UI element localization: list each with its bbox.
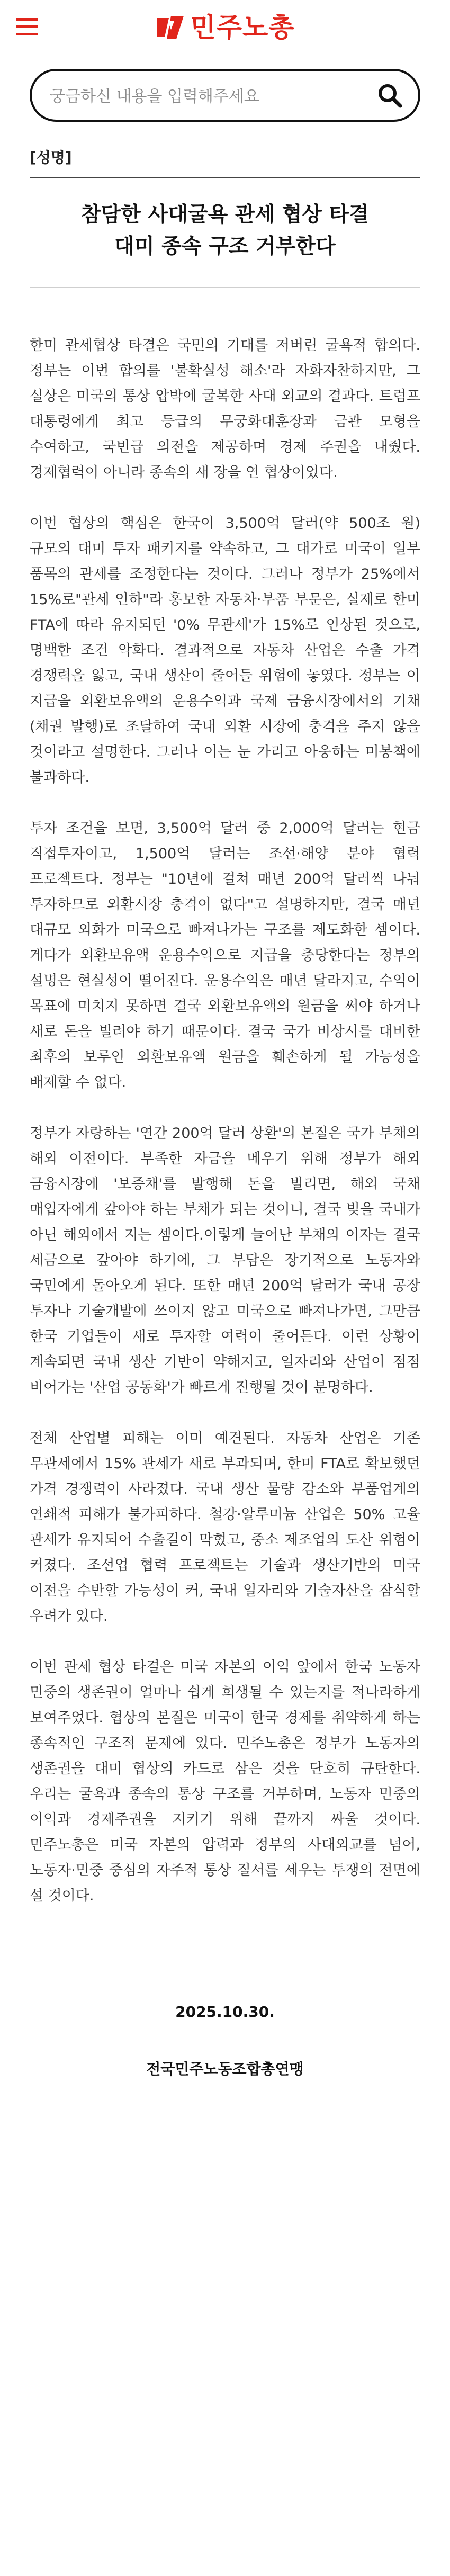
search-bar (0, 69, 450, 122)
search-box (30, 69, 420, 122)
logo-mark-icon (155, 14, 186, 41)
article-organization: 전국민주노동조합총연맹 (146, 2060, 304, 2078)
search-input[interactable] (50, 86, 367, 107)
article (0, 146, 450, 2079)
divider (30, 177, 420, 178)
article-paragraph: 이번 협상의 핵심은 한국이 3,500억 달러(약 500조 원) 규모의 대미 투자 패키지를 약속하고, 그 대가로 미국이 일부 품목의 관세를 조정한다는 것이다. 그러나 정부가 25%에서 15%로"관세 인하"라 홍보한 자동차·부품 부문은, 실제로 한미 FTA에 따라 유지되던 '0% 무관세'가 15%로 인상된 것으로, 명백한 조건 악화다. 결과적으로 자동차 산업은 수출 가격 경쟁력을 잃고, 국내 생산이 줄어들 위험에 놓였다. 정부는 이 지급을 외환보유액의 운용수익과 국제 금융시장에서의 기채(채권 발행)로 조달하여 국내 외환 시장에 충격을 주지 않을 것이라고 설명한다. 그러나 이는 눈 가리고 아웅하는 미봉책에 불과하다. (30, 515, 420, 786)
title-line: 대미 종속 구조 거부한다 (114, 235, 336, 258)
site-logo[interactable] (0, 13, 450, 42)
title-line: 참담한 사대굴욕 관세 협상 타결 (80, 203, 370, 227)
article-paragraph: 한미 관세협상 타결은 국민의 기대를 저버린 굴욕적 합의다. 정부는 이번 합의를 '불확실성 해소'라 자화자찬하지만, 그 실상은 미국의 통상 압박에 굴복한 사대 외교의 결과다. 트럼프 대통령에게 최고 등급의 무궁화대훈장과 금관 모형을 수여하고, 국빈급 의전을 제공하며 경제 주권을 내줬다. 경제협력이 아니라 종속의 새 장을 연 협상이었다. (30, 337, 420, 481)
article-paragraph: 투자 조건을 보면, 3,500억 달러 중 2,000억 달러는 현금 직접투자이고, 1,500억 달러는 조선·해양 분야 협력 프로젝트다. 정부는 "10년에 걸쳐 매년 200억 달러씩 나눠 투자하므로 외환시장 충격이 없다"고 설명하지만, 결국 매년 대규모 외화가 미국으로 빠져나가는 구조를 제도화한 셈이다. 게다가 외환보유액 운용수익으로 지급을 충당한다는 정부의 설명은 현실성이 떨어진다. 운용수익은 매년 달라지고, 수익이 목표에 미치지 못하면 결국 외환보유액의 원금을 써야 하거나 새로 돈을 빌려야 하기 때문이다. 결국 국가 비상시를 대비한 최후의 보루인 외환보유액 원금을 훼손하게 될 가능성을 배제할 수 없다. (30, 820, 420, 1091)
divider (30, 287, 420, 288)
site-header (0, 0, 450, 59)
article-paragraph: 전체 산업별 피해는 이미 예견된다. 자동차 산업은 기존 무관세에서 15% 관세가 새로 부과되며, 한미 FTA로 확보했던 가격 경쟁력이 사라졌다. 국내 생산 물량 감소와 부품업계의 연쇄적 피해가 불가피하다. 철강·알루미늄 산업은 50% 고율 관세가 유지되어 수출길이 막혔고, 중소 제조업의 도산 위험이 커졌다. 조선업 협력 프로젝트는 기술과 생산기반의 미국 이전을 수반할 가능성이 커, 국내 일자리와 기술자산을 잠식할 우려가 있다. (30, 1430, 420, 1624)
search-icon[interactable] (377, 83, 402, 108)
article-paragraph: 이번 관세 협상 타결은 미국 자본의 이익 앞에서 한국 노동자 민중의 생존권이 얼마나 쉽게 희생될 수 있는지를 적나라하게 보여주었다. 협상의 본질은 미국이 한국 경제를 취약하게 하는 종속적인 구조적 문제에 있다. 민주노총은 정부가 노동자의 생존권을 대미 협상의 카드로 삼은 것을 단호히 규탄한다. 우리는 굴욕과 종속의 통상 구조를 거부하며, 노동자 민중의 이익과 경제주권을 지키기 위해 끝까지 싸울 것이다. 민주노총은 미국 자본의 압력과 정부의 사대외교를 넘어, 노동자·민중 중심의 자주적 통상 질서를 세우는 투쟁의 전면에 설 것이다. (30, 1659, 420, 1904)
article-date: 2025.10.30. (175, 2003, 275, 2021)
article-title (30, 199, 420, 263)
logo-text: 민주노총 (190, 12, 295, 43)
article-category: [성명] (30, 149, 72, 166)
article-paragraph: 정부가 자랑하는 '연간 200억 달러 상환'의 본질은 국가 부채의 해외 이전이다. 부족한 자금을 메우기 위해 정부가 해외 금융시장에 '보증채'를 발행해 돈을 빌리면, 해외 국채 매입자에게 갚아야 하는 부채가 되는 것이니, 결국 빚을 국내가 아닌 해외에서 지는 셈이다.이렇게 늘어난 부채의 이자는 결국 세금으로 갚아야 하기에, 그 부담은 장기적으로 노동자와 국민에게 돌아오게 된다. 또한 매년 200억 달러가 국내 공장 투자나 기술개발에 쓰이지 않고 미국으로 빠져나가면, 그만큼 한국 기업들이 새로 투자할 여력이 줄어든다. 이런 상황이 계속되면 국내 생산 기반이 약해지고, 일자리와 산업이 점점 비어가는 '산업 공동화'가 빠르게 진행될 것이 분명하다. (30, 1125, 420, 1396)
article-body (30, 333, 420, 1909)
